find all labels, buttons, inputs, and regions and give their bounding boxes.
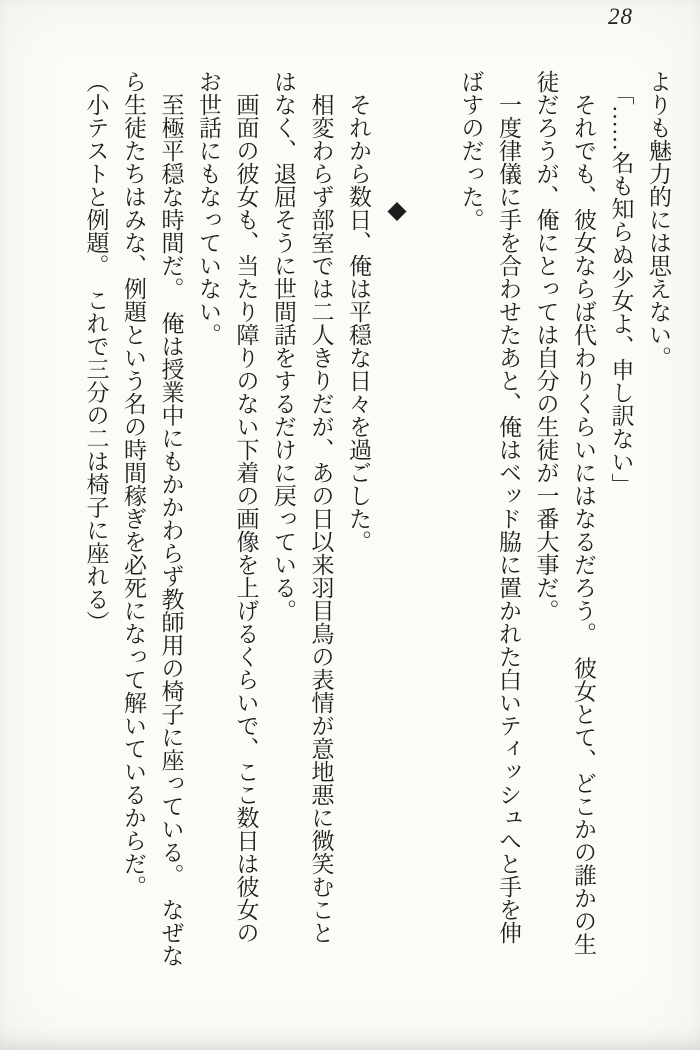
- text-line: それから数日、俺は平穏な日々を過ごした。: [346, 93, 371, 553]
- text-line: それでも、彼女ならば代わりくらいにはなるだろう。 彼女とて、どこかの誰かの生: [571, 93, 596, 956]
- text-line: お世話にもなっていない。: [196, 70, 221, 346]
- text-line: はなく、退屈そうに世間話をするだけに戻っている。: [271, 70, 296, 622]
- text-line: ら生徒たちはみな、例題という名の時間稼ぎを必死になって解いているからだ。: [121, 70, 146, 898]
- text-line: 一度律儀に手を合わせたあと、俺はベッド脇に置かれた白いティッシュへと手を伸: [496, 93, 521, 944]
- text-line: よりも魅力的には思えない。: [646, 70, 671, 369]
- text-line: 至極平穏な時間だ。 俺は授業中にもかかわらず教師用の椅子に座っている。 なぜな: [158, 93, 184, 967]
- section-break-icon: ◆: [382, 195, 410, 224]
- page-number: 28: [608, 4, 633, 29]
- text-line: 「……名も知らぬ少女よ、申し訳ない」: [608, 81, 634, 496]
- text-line: 相変わらず部室では二人きりだが、あの日以来羽目鳥の表情が意地悪に微笑むこと: [308, 93, 334, 944]
- text-line: （小テストと例題。 これで三分の二は椅子に座れる）: [83, 70, 109, 634]
- blank-line: [415, 70, 453, 1000]
- text-line: ばすのだった。: [458, 70, 484, 231]
- vertical-text-area: [22, 70, 677, 1000]
- text-line: 画面の彼女も、当たり障りのない下着の画像を上げるくらいで、ここ数日は彼女の: [233, 93, 259, 944]
- text-line: 徒だろうが、俺にとっては自分の生徒が一番大事だ。: [533, 70, 559, 622]
